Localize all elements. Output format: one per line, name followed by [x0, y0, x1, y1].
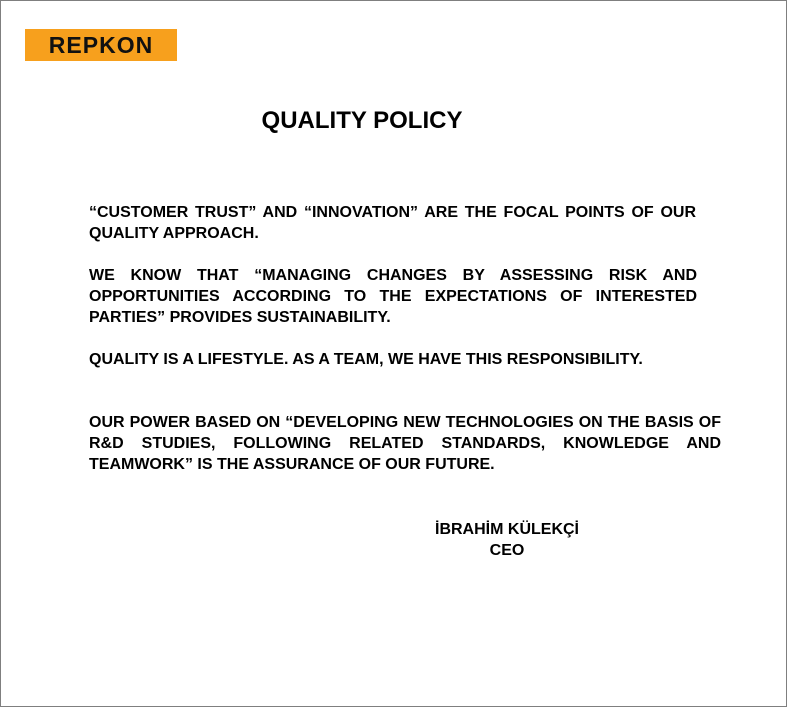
- logo-text: REPKON: [48, 31, 154, 58]
- signature-block: [407, 519, 607, 561]
- policy-paragraph-3: QUALITY IS A LIFESTYLE. AS A TEAM, WE HAVE THIS RESPONSIBILITY.: [89, 351, 643, 368]
- policy-paragraph-4: OUR POWER BASED ON “DEVELOPING NEW TECHNOLOGIES ON THE BASIS OF R&D STUDIES, FOLLOWING RELATED STANDARDS, KNOWLEDGE AND TEAMWORK” IS THE ASSURANCE OF OUR FUTURE.: [89, 414, 721, 473]
- policy-paragraph-1: “CUSTOMER TRUST” AND “INNOVATION” ARE THE FOCAL POINTS OF OUR QUALITY APPROACH.: [89, 204, 696, 242]
- signatory-name: İBRAHİM KÜLEKÇİ: [435, 521, 579, 538]
- policy-paragraph-2: WE KNOW THAT “MANAGING CHANGES BY ASSESSING RISK AND OPPORTUNITIES ACCORDING TO THE EXPECTATIONS OF INTERESTED PARTIES” PROVIDES SUSTAINABILITY.: [89, 267, 697, 326]
- repkon-logo: [25, 29, 177, 61]
- signatory-role: CEO: [489, 542, 525, 559]
- document-title: QUALITY POLICY: [261, 107, 463, 134]
